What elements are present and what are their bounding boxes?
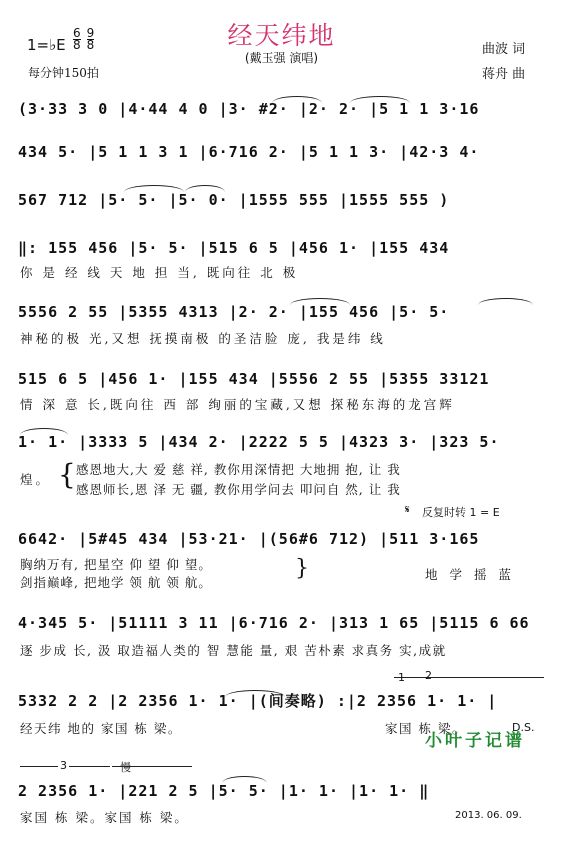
lyric-line-6: 感恩师长,恩 泽 无 疆, 教你用学问去 叩问自 然, 让 我 bbox=[76, 482, 401, 497]
notation-line-10: 5332 2 2 |2 2356 1· 1· |(间奏略) :|2 2356 1· 1· | bbox=[18, 692, 498, 710]
lyric-line-4: 煌。 bbox=[20, 472, 52, 487]
lyric-line-2: 神秘的极 光,又想 抚摸南极 的圣洁脸 庞, 我是纬 线 bbox=[20, 331, 386, 346]
slur-mark bbox=[222, 776, 267, 783]
lyric-line-12: 家国 栋 梁。 bbox=[385, 721, 466, 736]
repeat-key-change: 反复时转 1 = E bbox=[422, 506, 500, 519]
verse-brace: { bbox=[58, 458, 76, 491]
meter-b-top: 9 bbox=[86, 26, 95, 40]
volta-1-mark: 1 bbox=[398, 671, 405, 684]
slur-mark bbox=[185, 185, 225, 192]
segno-mark: 𝄋 bbox=[405, 503, 410, 516]
slur-mark bbox=[290, 298, 350, 305]
time-signature bbox=[73, 28, 94, 51]
notation-line-7: 1· 1· |3333 5 |434 2· |2222 5 5 |4323 3· |323 5· bbox=[18, 433, 500, 451]
ds-mark: D.S. bbox=[512, 721, 535, 734]
verse-brace-end: } bbox=[295, 556, 309, 581]
lyricist-credit: 曲波 词 bbox=[482, 42, 526, 57]
notation-line-1: (3·33 3 0 |4·44 4 0 |3· #2· |2· 2· |5 1 1 3·16 bbox=[18, 100, 480, 118]
slur-mark bbox=[272, 96, 322, 103]
meter-a-bottom: 8 bbox=[73, 38, 81, 52]
notation-line-9: 4·345 5· |51111 3 11 |6·716 2· |313 1 65 |5115 6 66 bbox=[18, 614, 530, 632]
slur-mark bbox=[350, 96, 410, 103]
notation-line-5: 5556 2 55 |5355 4313 |2· 2· |155 456 |5· 5· bbox=[18, 303, 450, 321]
lyric-line-1: 你 是 经 线 天 地 担 当, 既向往 北 极 bbox=[20, 265, 299, 280]
volta-2-mark: 2 bbox=[425, 669, 432, 682]
notation-line-8: 6642· |5#45 434 |53·21· |(56#6 712) |511 3·165 bbox=[18, 530, 480, 548]
slur-mark bbox=[225, 690, 285, 697]
volta-line bbox=[394, 677, 544, 678]
tempo-marking: 每分钟150拍 bbox=[28, 66, 99, 80]
lyric-line-7: 胸纳万有, 把星空 仰 望 仰 望。 bbox=[20, 557, 212, 572]
meter-b-bottom: 8 bbox=[86, 38, 95, 52]
notation-line-4: ‖: 155 456 |5· 5· |515 6 5 |456 1· |155 434 bbox=[18, 239, 450, 257]
performer-subtitle: (戴玉强 演唱) bbox=[244, 51, 319, 65]
lyric-line-5: 感恩地大,大 爱 慈 祥, 教你用深情把 大地拥 抱, 让 我 bbox=[76, 462, 401, 477]
meter-a-top: 6 bbox=[73, 26, 81, 40]
lyric-line-11: 经天纬 地的 家国 栋 梁。 bbox=[20, 721, 182, 736]
slur-mark bbox=[124, 185, 184, 192]
song-title: 经天纬地 bbox=[227, 21, 336, 50]
composer-credit: 蒋舟 曲 bbox=[482, 67, 526, 82]
slur-mark bbox=[478, 298, 533, 305]
key-signature: 1=♭E bbox=[27, 36, 66, 54]
slow-mark: 慢 bbox=[120, 761, 131, 774]
notation-line-2: 434 5· |5 1 1 3 1 |6·716 2· |5 1 1 3· |42·3 4· bbox=[18, 143, 480, 161]
transcriber-signature: 小叶子记谱 bbox=[425, 731, 525, 751]
lyric-line-10: 逐 步成 长, 汲 取造福人类的 智 慧能 量, 艰 苦朴素 求真务 实,成就 bbox=[20, 643, 447, 658]
lyric-line-13: 家国 栋 梁。家国 栋 梁。 bbox=[20, 810, 189, 825]
lyric-line-9: 地 学 摇 蓝 bbox=[425, 567, 515, 582]
slur-mark bbox=[20, 428, 68, 435]
lyric-line-8: 剑指巅峰, 把地学 领 航 领 航。 bbox=[20, 575, 212, 590]
transcription-date: 2013. 06. 09. bbox=[455, 810, 522, 821]
slow-line bbox=[112, 766, 192, 767]
notation-line-6: 515 6 5 |456 1· |155 434 |5556 2 55 |5355 33121 bbox=[18, 370, 490, 388]
notation-line-3: 567 712 |5· 5· |5· 0· |1555 555 |1555 555 ) bbox=[18, 191, 450, 209]
lyric-line-3: 情 深 意 长,既向往 西 部 绚丽的宝藏,又想 探秘东海的龙宫辉 bbox=[20, 397, 455, 412]
notation-line-11: 2 2356 1· |221 2 5 |5· 5· |1· 1· |1· 1· ‖ bbox=[18, 782, 430, 800]
triplet-mark: 3 bbox=[60, 759, 67, 772]
